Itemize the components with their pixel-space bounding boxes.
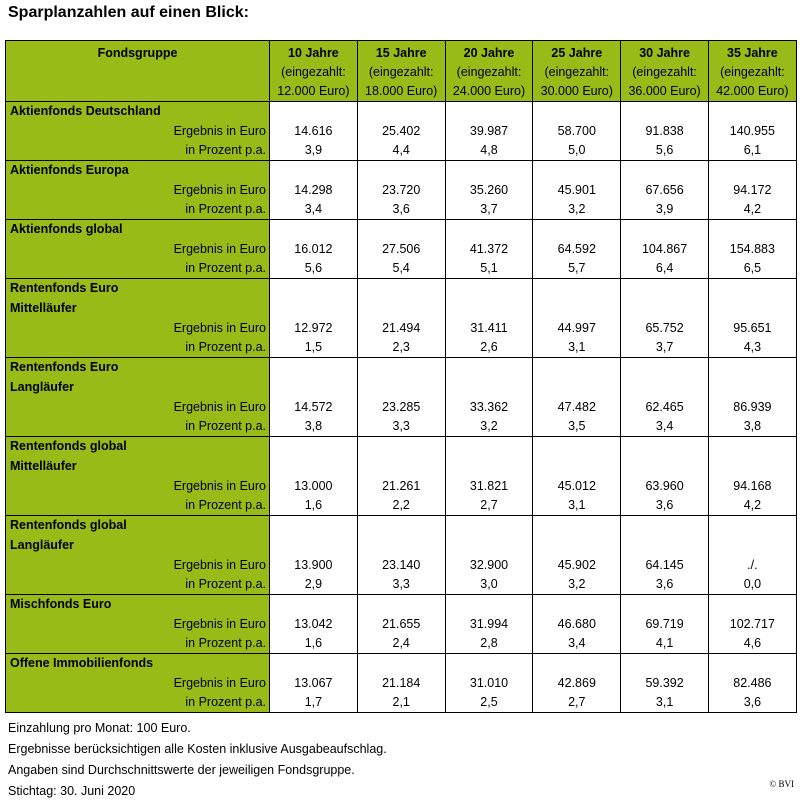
percent-value: 2,3 <box>357 338 445 358</box>
result-value: 31.010 <box>445 674 533 693</box>
row-label-percent: in Prozent p.a. <box>6 634 270 654</box>
empty-cell <box>445 358 533 379</box>
result-value: 14.616 <box>270 122 358 141</box>
result-value: 21.184 <box>357 674 445 693</box>
empty-cell <box>708 299 796 319</box>
result-value: 44.997 <box>533 319 621 338</box>
percent-value: 3,2 <box>445 417 533 437</box>
percent-value: 3,2 <box>533 200 621 220</box>
percent-row <box>6 575 797 595</box>
empty-cell <box>270 299 358 319</box>
empty-cell <box>270 161 358 182</box>
percent-value: 4,2 <box>708 496 796 516</box>
empty-cell <box>533 102 621 123</box>
period-years: 30 Jahre <box>639 46 690 60</box>
empty-cell <box>708 102 796 123</box>
row-label-percent: in Prozent p.a. <box>6 200 270 220</box>
row-label-result: Ergebnis in Euro <box>6 674 270 693</box>
empty-cell <box>621 279 709 300</box>
footnote: Angaben sind Durchschnittswerte der jeweiligen Fondsgruppe. <box>8 763 355 777</box>
empty-cell <box>445 536 533 556</box>
result-value: 41.372 <box>445 240 533 259</box>
result-value: 31.994 <box>445 615 533 634</box>
empty-cell <box>445 437 533 458</box>
percent-value: 3,1 <box>621 693 709 713</box>
empty-cell <box>708 378 796 398</box>
result-value: 14.298 <box>270 181 358 200</box>
footnote: Stichtag: 30. Juni 2020 <box>8 784 136 798</box>
group-name-row <box>6 358 797 379</box>
empty-cell <box>708 457 796 477</box>
result-value: 21.494 <box>357 319 445 338</box>
period-paid-amount: 12.000 Euro) <box>277 84 350 98</box>
footnote: Einzahlung pro Monat: 100 Euro. <box>8 721 191 735</box>
period-paid-label: (eingezahlt: <box>368 65 434 79</box>
result-value: 42.869 <box>533 674 621 693</box>
result-value: 91.838 <box>621 122 709 141</box>
percent-value: 3,4 <box>270 200 358 220</box>
fund-group-name: Mittelläufer <box>6 457 270 477</box>
empty-cell <box>445 516 533 537</box>
result-value: 27.506 <box>357 240 445 259</box>
column-header-fondsgruppe: Fondsgruppe <box>6 41 270 102</box>
empty-cell <box>708 654 796 675</box>
result-value: 23.140 <box>357 556 445 575</box>
empty-cell <box>445 299 533 319</box>
percent-row <box>6 338 797 358</box>
group-name-row <box>6 279 797 300</box>
row-label-result: Ergebnis in Euro <box>6 240 270 259</box>
period-paid-amount: 30.000 Euro) <box>540 84 613 98</box>
row-label-result: Ergebnis in Euro <box>6 319 270 338</box>
percent-row <box>6 259 797 279</box>
result-value: 13.900 <box>270 556 358 575</box>
empty-cell <box>621 378 709 398</box>
percent-row <box>6 417 797 437</box>
percent-value: 3,7 <box>445 200 533 220</box>
empty-cell <box>708 358 796 379</box>
percent-value: 4,1 <box>621 634 709 654</box>
result-value: 45.012 <box>533 477 621 496</box>
empty-cell <box>445 161 533 182</box>
empty-cell <box>533 161 621 182</box>
empty-cell <box>270 220 358 241</box>
percent-value: 5,1 <box>445 259 533 279</box>
percent-value: 3,6 <box>357 200 445 220</box>
result-value: 12.972 <box>270 319 358 338</box>
empty-cell <box>621 220 709 241</box>
group-name-row <box>6 536 797 556</box>
result-value: 67.656 <box>621 181 709 200</box>
percent-value: 3,3 <box>357 417 445 437</box>
empty-cell <box>445 220 533 241</box>
column-header-period <box>708 41 796 102</box>
empty-cell <box>357 102 445 123</box>
percent-value: 3,7 <box>621 338 709 358</box>
empty-cell <box>357 457 445 477</box>
result-row <box>6 319 797 338</box>
percent-row <box>6 200 797 220</box>
empty-cell <box>357 595 445 616</box>
percent-value: 3,9 <box>621 200 709 220</box>
empty-cell <box>708 279 796 300</box>
percent-value: 3,5 <box>533 417 621 437</box>
result-row <box>6 674 797 693</box>
result-value: 59.392 <box>621 674 709 693</box>
result-value: 104.867 <box>621 240 709 259</box>
fund-group-name: Aktienfonds global <box>6 220 270 241</box>
percent-value: 3,6 <box>621 496 709 516</box>
empty-cell <box>270 437 358 458</box>
copyright: © BVI <box>769 779 794 789</box>
result-value: 16.012 <box>270 240 358 259</box>
row-label-result: Ergebnis in Euro <box>6 477 270 496</box>
table-header-row <box>6 41 797 102</box>
result-value: 14.572 <box>270 398 358 417</box>
fund-group-name: Aktienfonds Deutschland <box>6 102 270 123</box>
empty-cell <box>621 358 709 379</box>
percent-row <box>6 141 797 161</box>
percent-value: 3,6 <box>708 693 796 713</box>
percent-value: 0,0 <box>708 575 796 595</box>
group-name-row <box>6 378 797 398</box>
empty-cell <box>270 358 358 379</box>
empty-cell <box>270 516 358 537</box>
percent-value: 5,7 <box>533 259 621 279</box>
result-value: 82.486 <box>708 674 796 693</box>
result-row <box>6 398 797 417</box>
percent-value: 1,6 <box>270 496 358 516</box>
column-header-period <box>621 41 709 102</box>
percent-value: 3,4 <box>533 634 621 654</box>
percent-value: 2,7 <box>445 496 533 516</box>
empty-cell <box>533 378 621 398</box>
empty-cell <box>621 654 709 675</box>
percent-value: 5,0 <box>533 141 621 161</box>
empty-cell <box>270 595 358 616</box>
empty-cell <box>357 220 445 241</box>
percent-value: 6,1 <box>708 141 796 161</box>
period-paid-label: (eingezahlt: <box>456 65 522 79</box>
result-value: 95.651 <box>708 319 796 338</box>
row-label-result: Ergebnis in Euro <box>6 615 270 634</box>
percent-value: 3,4 <box>621 417 709 437</box>
empty-cell <box>621 516 709 537</box>
percent-value: 3,2 <box>533 575 621 595</box>
row-label-result: Ergebnis in Euro <box>6 122 270 141</box>
empty-cell <box>270 378 358 398</box>
empty-cell <box>533 299 621 319</box>
period-paid-label: (eingezahlt: <box>632 65 697 79</box>
result-row <box>6 240 797 259</box>
result-value: 31.411 <box>445 319 533 338</box>
empty-cell <box>270 536 358 556</box>
empty-cell <box>708 595 796 616</box>
empty-cell <box>445 378 533 398</box>
percent-value: 3,8 <box>270 417 358 437</box>
percent-row <box>6 496 797 516</box>
percent-value: 2,5 <box>445 693 533 713</box>
fund-group-name: Mischfonds Euro <box>6 595 270 616</box>
result-value: 86.939 <box>708 398 796 417</box>
empty-cell <box>533 654 621 675</box>
fund-group-name: Rentenfonds global <box>6 437 270 458</box>
percent-value: 1,7 <box>270 693 358 713</box>
empty-cell <box>357 654 445 675</box>
percent-value: 2,1 <box>357 693 445 713</box>
percent-value: 5,6 <box>270 259 358 279</box>
result-value: 23.720 <box>357 181 445 200</box>
empty-cell <box>445 654 533 675</box>
row-label-percent: in Prozent p.a. <box>6 259 270 279</box>
footnotes <box>8 718 387 802</box>
result-row <box>6 477 797 496</box>
period-paid-amount: 24.000 Euro) <box>452 84 526 98</box>
result-value: 31.821 <box>445 477 533 496</box>
fund-group-name: Rentenfonds global <box>6 516 270 537</box>
empty-cell <box>357 358 445 379</box>
empty-cell <box>708 220 796 241</box>
percent-value: 3,9 <box>270 141 358 161</box>
result-value: ./. <box>708 556 796 575</box>
result-value: 63.960 <box>621 477 709 496</box>
result-row <box>6 181 797 200</box>
period-years: 25 Jahre <box>551 46 603 60</box>
empty-cell <box>533 358 621 379</box>
period-paid-amount: 42.000 Euro) <box>716 84 789 98</box>
percent-value: 3,1 <box>533 496 621 516</box>
result-value: 46.680 <box>533 615 621 634</box>
result-value: 13.000 <box>270 477 358 496</box>
percent-value: 3,1 <box>533 338 621 358</box>
result-value: 94.168 <box>708 477 796 496</box>
result-value: 58.700 <box>533 122 621 141</box>
empty-cell <box>621 299 709 319</box>
percent-value: 5,4 <box>357 259 445 279</box>
percent-value: 2,2 <box>357 496 445 516</box>
percent-value: 4,4 <box>357 141 445 161</box>
empty-cell <box>533 457 621 477</box>
result-value: 65.752 <box>621 319 709 338</box>
result-value: 140.955 <box>708 122 796 141</box>
row-label-percent: in Prozent p.a. <box>6 496 270 516</box>
column-header-period <box>533 41 621 102</box>
result-value: 62.465 <box>621 398 709 417</box>
group-name-row <box>6 516 797 537</box>
percent-row <box>6 693 797 713</box>
row-label-percent: in Prozent p.a. <box>6 693 270 713</box>
empty-cell <box>445 279 533 300</box>
percent-value: 2,7 <box>533 693 621 713</box>
empty-cell <box>357 161 445 182</box>
result-value: 64.592 <box>533 240 621 259</box>
group-name-row <box>6 220 797 241</box>
empty-cell <box>270 102 358 123</box>
result-value: 102.717 <box>708 615 796 634</box>
result-value: 21.261 <box>357 477 445 496</box>
empty-cell <box>270 654 358 675</box>
fund-group-name: Langläufer <box>6 378 270 398</box>
row-label-result: Ergebnis in Euro <box>6 398 270 417</box>
percent-value: 2,6 <box>445 338 533 358</box>
empty-cell <box>270 457 358 477</box>
result-value: 21.655 <box>357 615 445 634</box>
row-label-percent: in Prozent p.a. <box>6 338 270 358</box>
result-value: 45.901 <box>533 181 621 200</box>
empty-cell <box>621 437 709 458</box>
empty-cell <box>533 536 621 556</box>
percent-value: 2,9 <box>270 575 358 595</box>
column-header-period <box>357 41 445 102</box>
empty-cell <box>357 299 445 319</box>
period-paid-label: (eingezahlt: <box>544 65 610 79</box>
percent-row <box>6 634 797 654</box>
empty-cell <box>708 516 796 537</box>
period-years: 10 Jahre <box>288 46 339 60</box>
group-name-row <box>6 654 797 675</box>
period-years: 15 Jahre <box>375 46 427 60</box>
result-value: 25.402 <box>357 122 445 141</box>
result-value: 32.900 <box>445 556 533 575</box>
percent-value: 4,8 <box>445 141 533 161</box>
fund-group-name: Rentenfonds Euro <box>6 279 270 300</box>
row-label-percent: in Prozent p.a. <box>6 141 270 161</box>
row-label-percent: in Prozent p.a. <box>6 575 270 595</box>
empty-cell <box>533 516 621 537</box>
result-value: 64.145 <box>621 556 709 575</box>
empty-cell <box>357 279 445 300</box>
empty-cell <box>357 437 445 458</box>
period-paid-label: (eingezahlt: <box>720 65 785 79</box>
percent-value: 1,5 <box>270 338 358 358</box>
empty-cell <box>445 595 533 616</box>
empty-cell <box>533 220 621 241</box>
savings-plan-table <box>5 40 797 713</box>
result-row <box>6 122 797 141</box>
empty-cell <box>357 536 445 556</box>
percent-value: 2,4 <box>357 634 445 654</box>
empty-cell <box>357 378 445 398</box>
result-value: 13.067 <box>270 674 358 693</box>
result-value: 33.362 <box>445 398 533 417</box>
empty-cell <box>621 595 709 616</box>
row-label-result: Ergebnis in Euro <box>6 556 270 575</box>
percent-value: 2,8 <box>445 634 533 654</box>
group-name-row <box>6 299 797 319</box>
percent-value: 1,6 <box>270 634 358 654</box>
percent-value: 4,3 <box>708 338 796 358</box>
period-paid-amount: 36.000 Euro) <box>628 84 701 98</box>
percent-value: 3,0 <box>445 575 533 595</box>
fund-group-name: Rentenfonds Euro <box>6 358 270 379</box>
result-value: 35.260 <box>445 181 533 200</box>
group-name-row <box>6 161 797 182</box>
percent-value: 5,6 <box>621 141 709 161</box>
percent-value: 3,8 <box>708 417 796 437</box>
empty-cell <box>708 536 796 556</box>
percent-value: 6,5 <box>708 259 796 279</box>
percent-value: 4,6 <box>708 634 796 654</box>
empty-cell <box>533 279 621 300</box>
group-name-row <box>6 457 797 477</box>
empty-cell <box>621 102 709 123</box>
column-header-period <box>445 41 533 102</box>
result-value: 39.987 <box>445 122 533 141</box>
empty-cell <box>533 437 621 458</box>
percent-value: 3,3 <box>357 575 445 595</box>
row-label-percent: in Prozent p.a. <box>6 417 270 437</box>
fund-group-name: Offene Immobilienfonds <box>6 654 270 675</box>
result-value: 94.172 <box>708 181 796 200</box>
empty-cell <box>357 516 445 537</box>
column-header-period <box>270 41 358 102</box>
percent-value: 3,6 <box>621 575 709 595</box>
result-row <box>6 556 797 575</box>
period-paid-amount: 18.000 Euro) <box>365 84 438 98</box>
result-value: 13.042 <box>270 615 358 634</box>
result-value: 47.482 <box>533 398 621 417</box>
result-value: 23.285 <box>357 398 445 417</box>
fund-group-name: Aktienfonds Europa <box>6 161 270 182</box>
fund-group-name: Mittelläufer <box>6 299 270 319</box>
result-row <box>6 615 797 634</box>
empty-cell <box>533 595 621 616</box>
empty-cell <box>621 536 709 556</box>
empty-cell <box>708 161 796 182</box>
period-years: 20 Jahre <box>463 46 515 60</box>
percent-value: 6,4 <box>621 259 709 279</box>
group-name-row <box>6 595 797 616</box>
empty-cell <box>708 437 796 458</box>
group-name-row <box>6 437 797 458</box>
footnote: Ergebnisse berücksichtigen alle Kosten inklusive Ausgabeaufschlag. <box>8 742 387 756</box>
result-value: 45.902 <box>533 556 621 575</box>
percent-value: 4,2 <box>708 200 796 220</box>
empty-cell <box>621 457 709 477</box>
empty-cell <box>445 457 533 477</box>
row-label-result: Ergebnis in Euro <box>6 181 270 200</box>
page-title: Sparplanzahlen auf einen Blick: <box>8 4 249 21</box>
period-paid-label: (eingezahlt: <box>281 65 346 79</box>
period-years: 35 Jahre <box>727 46 778 60</box>
empty-cell <box>270 279 358 300</box>
result-value: 154.883 <box>708 240 796 259</box>
empty-cell <box>445 102 533 123</box>
result-value: 69.719 <box>621 615 709 634</box>
group-name-row <box>6 102 797 123</box>
fund-group-name: Langläufer <box>6 536 270 556</box>
empty-cell <box>621 161 709 182</box>
